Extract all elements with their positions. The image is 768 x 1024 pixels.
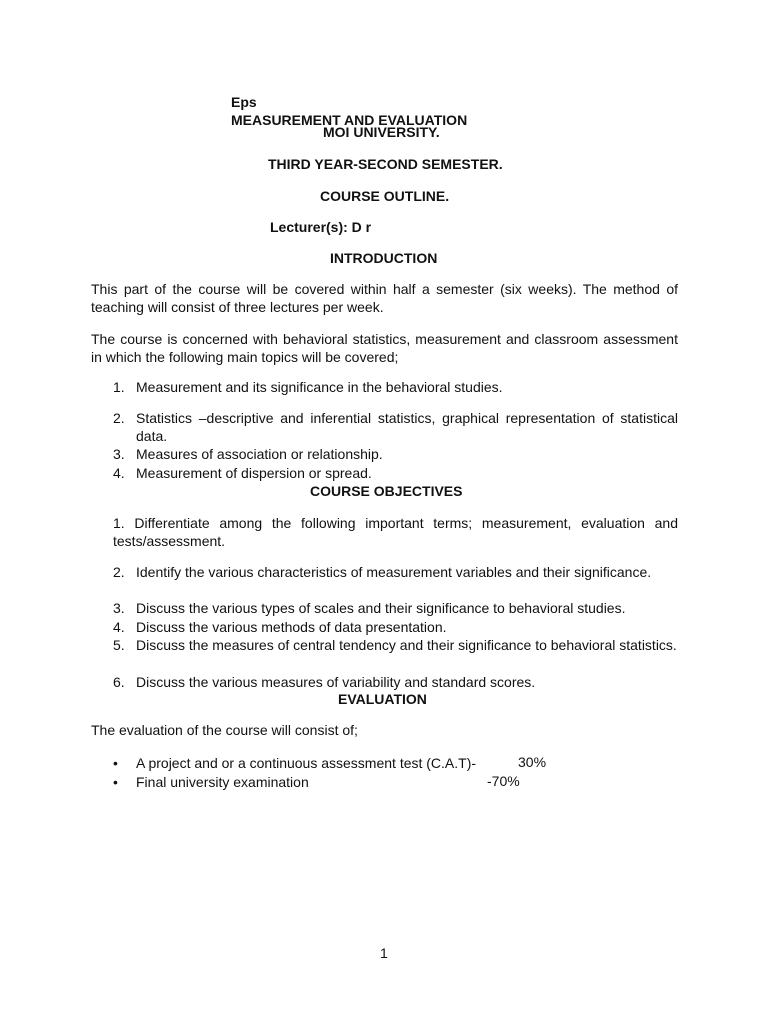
evaluation-intro: The evaluation of the course will consist of; [91, 722, 358, 738]
objective-text: Discuss the measures of central tendency and their significance to behavioral statistics. [136, 637, 677, 653]
topic-text: Measurement of dispersion or spread. [136, 465, 372, 481]
topic-item [113, 378, 678, 396]
lecturer-label: Lecturer(s): D r [270, 219, 372, 235]
evaluation-item-text: A project and or a continuous assessment test (C.A.T)- [136, 755, 477, 771]
topic-text: Measurement and its significance in the behavioral studies. [136, 379, 503, 395]
introduction-heading: INTRODUCTION [330, 250, 438, 266]
objective-text: Discuss the various measures of variability and standard scores. [136, 674, 536, 690]
objective-number: 4. [113, 619, 125, 635]
topic-item [113, 445, 678, 463]
evaluation-heading: EVALUATION [338, 691, 427, 707]
objective-item [113, 599, 678, 617]
semester-label: THIRD YEAR-SECOND SEMESTER. [268, 156, 503, 172]
university-name: MOI UNIVERSITY. [323, 124, 440, 140]
topic-text: Statistics –descriptive and inferential statistics, graphical representation of statistical data. [136, 410, 678, 444]
course-title: MEASUREMENT AND EVALUATION [231, 112, 468, 128]
objective-number: 3. [113, 600, 125, 616]
objective-text: Identify the various characteristics of measurement variables and their significance. [136, 564, 652, 580]
objective-item [113, 618, 678, 636]
topic-item [113, 409, 678, 445]
objective-text: 1. Differentiate among the following important terms; measurement, evaluation and tests/assessment. [113, 515, 678, 549]
objective-text: Discuss the various types of scales and their significance to behavioral studies. [136, 600, 626, 616]
evaluation-item-value: 30% [518, 754, 547, 770]
objective-item [113, 673, 678, 691]
course-code: Eps [231, 94, 257, 110]
bullet-icon: • [113, 774, 118, 790]
page-number: 1 [380, 945, 388, 961]
objectives-heading: COURSE OBJECTIVES [310, 483, 463, 499]
objective-item [113, 563, 678, 581]
topic-number: 4. [113, 465, 125, 481]
bullet-icon: • [113, 755, 118, 771]
objective-item [113, 636, 678, 654]
topic-number: 1. [113, 379, 125, 395]
intro-paragraph-1: This part of the course will be covered within half a semester (six weeks). The method of teaching will consist of three lectures per week. [91, 281, 678, 315]
topic-number: 2. [113, 410, 125, 426]
objective-number: 2. [113, 564, 125, 580]
topic-item [113, 464, 678, 482]
evaluation-item-text: Final university examination [136, 774, 309, 790]
objective-number: 6. [113, 674, 125, 690]
topic-number: 3. [113, 446, 125, 462]
objective-item [113, 514, 678, 550]
topic-text: Measures of association or relationship. [136, 446, 383, 462]
intro-paragraph-2: The course is concerned with behavioral statistics, measurement and classroom assessment in which the following main topics will be covered; [91, 331, 678, 365]
outline-label: COURSE OUTLINE. [320, 188, 450, 204]
evaluation-item-value: -70% [487, 773, 520, 789]
objective-text: Discuss the various methods of data presentation. [136, 619, 447, 635]
objective-number: 5. [113, 637, 125, 653]
